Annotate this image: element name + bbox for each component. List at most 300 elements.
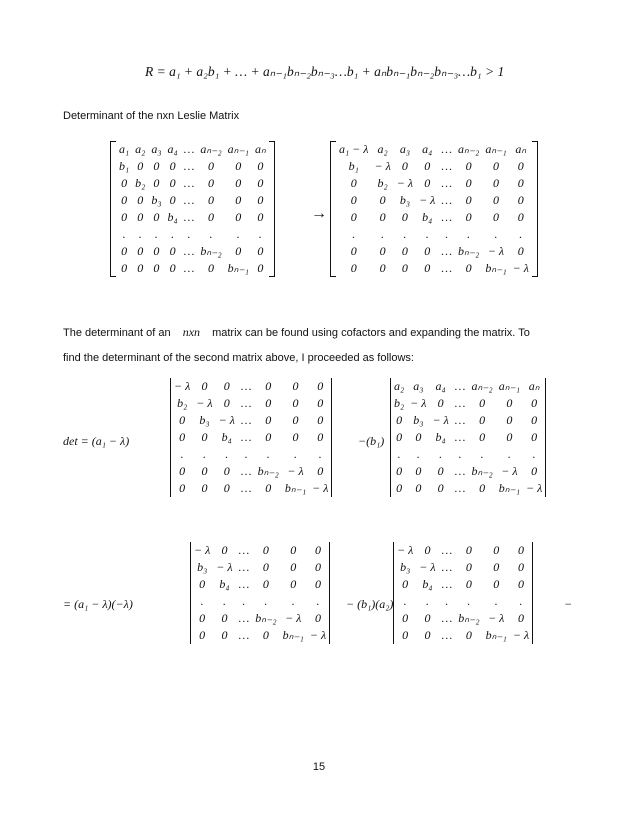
- matrix-cell: .: [352, 227, 356, 241]
- matrix-cell: 0: [402, 628, 409, 642]
- matrix-row: [171, 412, 331, 429]
- matrix-cell: 0: [379, 244, 386, 258]
- right-bracket: [532, 141, 538, 277]
- matrix-cell: …: [454, 413, 466, 427]
- matrix-cell: 0: [208, 159, 214, 173]
- matrix-cell: 0: [493, 543, 500, 557]
- matrix-row: [171, 463, 331, 480]
- matrix-cell: bₙ₋₁: [227, 261, 249, 275]
- matrix-cell: .: [154, 227, 158, 241]
- expand-trailing: −: [564, 597, 573, 611]
- matrix-cell: …: [183, 159, 195, 173]
- matrix-row: [336, 243, 532, 260]
- matrix-cell: 0: [208, 261, 214, 275]
- matrix-cell: …: [240, 396, 252, 410]
- matrix-row: [336, 226, 532, 243]
- paragraph-line-1: [63, 325, 530, 340]
- matrix-cell: 0: [223, 379, 230, 393]
- matrix-cell: aₙ: [515, 142, 527, 156]
- matrix-cell: 0: [257, 261, 264, 275]
- matrix-cell: 0: [292, 396, 299, 410]
- matrix-cell: 0: [257, 244, 264, 258]
- matrix-cell: 0: [153, 159, 160, 173]
- matrix-cell: 0: [317, 379, 324, 393]
- leslie-matrix: [110, 141, 275, 277]
- matrix-cell: 0: [317, 413, 324, 427]
- matrix-cell: 0: [153, 176, 160, 190]
- matrix-row: [171, 480, 331, 497]
- matrix-cell: 0: [437, 481, 444, 495]
- leslie-matrix-cells: [116, 141, 269, 277]
- matrix-cell: 0: [424, 628, 431, 642]
- matrix-cell: aₙ₋₁: [498, 379, 521, 393]
- matrix-row: [191, 610, 329, 627]
- matrix-cell: .: [480, 447, 484, 461]
- matrix-cell: 0: [518, 577, 524, 591]
- matrix-cell: …: [238, 628, 250, 642]
- matrix-cell: 0: [396, 481, 403, 495]
- matrix-cell: .: [494, 594, 498, 608]
- matrix-cell: 0: [179, 481, 186, 495]
- matrix-cell: …: [441, 193, 453, 207]
- matrix-cell: .: [316, 594, 320, 608]
- matrix-cell: 0: [465, 560, 472, 574]
- matrix-cell: aₙ₋₁: [485, 142, 507, 156]
- right-det-bar: [329, 542, 330, 644]
- matrix-cell: 0: [265, 413, 272, 427]
- matrix-cell: 0: [169, 244, 176, 258]
- matrix-cell: 0: [153, 244, 160, 258]
- matrix-cell: − λ: [432, 413, 449, 427]
- matrix-cell: .: [242, 594, 246, 608]
- matrix-cell: b₂: [135, 176, 146, 190]
- matrix-cell: …: [454, 481, 466, 495]
- matrix-cell: …: [240, 430, 252, 444]
- matrix-cell: .: [244, 447, 248, 461]
- minor-matrix-d-cells: [394, 542, 532, 644]
- matrix-cell: 0: [465, 210, 472, 224]
- matrix-cell: 0: [235, 210, 242, 224]
- matrix-row: [394, 576, 532, 593]
- matrix-cell: − λ: [396, 176, 414, 190]
- matrix-cell: 0: [201, 464, 208, 478]
- matrix-cell: …: [238, 577, 250, 591]
- matrix-cell: − λ: [312, 481, 329, 495]
- matrix-cell: − λ: [397, 543, 414, 557]
- matrix-cell: 0: [492, 176, 499, 190]
- matrix-cell: a₁ − λ: [339, 142, 369, 156]
- matrix-cell: 0: [424, 611, 431, 625]
- minor-matrix-a-cells: [171, 378, 331, 497]
- matrix-cell: 0: [235, 193, 242, 207]
- matrix-cell: 0: [265, 430, 272, 444]
- matrix-cell: 0: [169, 193, 176, 207]
- matrix-cell: 0: [290, 543, 297, 557]
- matrix-cell: 0: [201, 430, 208, 444]
- matrix-cell: 0: [401, 210, 408, 224]
- matrix-cell: 0: [292, 413, 299, 427]
- matrix-cell: .: [403, 227, 407, 241]
- matrix-cell: − λ: [526, 481, 543, 495]
- matrix-cell: bₙ₋₂: [200, 244, 222, 258]
- matrix-cell: .: [222, 594, 226, 608]
- det-middle: −(b₁): [358, 434, 385, 448]
- matrix-cell: …: [240, 379, 252, 393]
- matrix-cell: …: [441, 261, 453, 275]
- matrix-cell: 0: [199, 577, 206, 591]
- matrix-cell: .: [291, 594, 295, 608]
- matrix-cell: 0: [223, 481, 230, 495]
- matrix-cell: 0: [292, 430, 299, 444]
- matrix-cell: 0: [517, 193, 524, 207]
- matrix-cell: 0: [257, 210, 264, 224]
- matrix-cell: 0: [235, 244, 242, 258]
- matrix-row: [391, 429, 545, 446]
- matrix-row: [116, 141, 269, 158]
- matrix-cell: …: [183, 210, 195, 224]
- matrix-cell: − λ: [309, 628, 327, 642]
- matrix-cell: .: [519, 227, 523, 241]
- matrix-cell: 0: [137, 261, 144, 275]
- matrix-cell: 0: [137, 159, 144, 173]
- matrix-cell: b₄: [219, 577, 230, 591]
- section-heading: Determinant of the nxn Leslie Matrix: [63, 110, 240, 122]
- matrix-cell: …: [441, 577, 453, 591]
- matrix-cell: 0: [262, 628, 269, 642]
- matrix-cell: 0: [121, 176, 128, 190]
- matrix-cell: 0: [492, 159, 499, 173]
- matrix-cell: 0: [465, 176, 472, 190]
- matrix-cell: 0: [350, 244, 357, 258]
- matrix-cell: 0: [518, 543, 524, 557]
- matrix-cell: 0: [169, 159, 176, 173]
- matrix-cell: 0: [221, 611, 228, 625]
- matrix-cell: 0: [479, 481, 486, 495]
- minor-matrix-c: [190, 542, 330, 644]
- matrix-row: [116, 192, 269, 209]
- matrix-cell: 0: [517, 159, 524, 173]
- matrix-cell: .: [425, 594, 429, 608]
- right-det-bar: [532, 542, 533, 644]
- matrix-cell: 0: [465, 193, 472, 207]
- matrix-cell: 0: [424, 261, 431, 275]
- matrix-row: [191, 593, 329, 610]
- matrix-cell: aₙ₋₂: [471, 379, 493, 393]
- matrix-row: [191, 559, 329, 576]
- matrix-cell: .: [445, 227, 449, 241]
- matrix-cell: 0: [350, 193, 357, 207]
- matrix-cell: b₂: [377, 176, 388, 190]
- matrix-cell: .: [202, 447, 206, 461]
- matrix-cell: 0: [208, 176, 214, 190]
- matrix-cell: a₄: [167, 142, 178, 156]
- matrix-cell: bₙ₋₁: [485, 628, 507, 642]
- matrix-cell: …: [238, 611, 250, 625]
- matrix-row: [394, 542, 532, 559]
- matrix-cell: .: [122, 227, 126, 241]
- matrix-cell: b₃: [399, 193, 410, 207]
- matrix-cell: …: [441, 560, 453, 574]
- matrix-row: [116, 209, 269, 226]
- matrix-row: [391, 412, 545, 429]
- matrix-cell: b₃: [151, 193, 162, 207]
- matrix-cell: 0: [479, 396, 486, 410]
- matrix-row: [394, 593, 532, 610]
- matrix-cell: 0: [257, 176, 264, 190]
- matrix-cell: bₙ₋₂: [471, 464, 493, 478]
- matrix-cell: 0: [379, 210, 386, 224]
- matrix-row: [116, 158, 269, 175]
- matrix-cell: .: [200, 594, 204, 608]
- matrix-cell: 0: [235, 159, 242, 173]
- matrix-row: [116, 260, 269, 277]
- matrix-cell: 0: [137, 210, 144, 224]
- matrix-cell: − λ: [218, 413, 235, 427]
- matrix-cell: 0: [199, 628, 206, 642]
- matrix-cell: .: [416, 447, 420, 461]
- matrix-cell: a₄: [435, 379, 446, 393]
- matrix-cell: .: [138, 227, 142, 241]
- matrix-row: [116, 226, 269, 243]
- matrix-cell: 0: [531, 413, 538, 427]
- matrix-row: [191, 576, 329, 593]
- right-bracket: [269, 141, 275, 277]
- matrix-cell: 0: [465, 543, 472, 557]
- matrix-cell: a₁: [119, 142, 130, 156]
- matrix-cell: 0: [479, 430, 486, 444]
- matrix-cell: 0: [201, 379, 208, 393]
- matrix-cell: 0: [465, 577, 472, 591]
- matrix-row: [394, 610, 532, 627]
- matrix-cell: a₄: [422, 142, 433, 156]
- matrix-cell: b₁: [348, 159, 359, 173]
- matrix-cell: a₃: [151, 142, 162, 156]
- matrix-cell: 0: [493, 577, 500, 591]
- matrix-cell: 0: [137, 244, 144, 258]
- arrow-symbol: →: [311, 205, 327, 222]
- matrix-cell: a₂: [394, 379, 405, 393]
- leslie-lambda-matrix-cells: [336, 141, 532, 277]
- matrix-cell: − λ: [374, 159, 391, 173]
- right-det-bar: [331, 378, 332, 497]
- matrix-cell: 0: [531, 396, 538, 410]
- matrix-cell: 0: [265, 396, 272, 410]
- minor-matrix-c-cells: [191, 542, 329, 644]
- matrix-cell: 0: [290, 577, 297, 591]
- matrix-cell: …: [183, 244, 195, 258]
- page-number: 15: [312, 761, 326, 773]
- matrix-cell: 0: [199, 611, 206, 625]
- matrix-row: [171, 429, 331, 446]
- matrix-cell: .: [494, 227, 498, 241]
- matrix-cell: 0: [257, 159, 264, 173]
- inline-math-nxn: nxn: [182, 325, 201, 339]
- matrix-cell: …: [441, 244, 453, 258]
- matrix-cell: aₙ₋₁: [227, 142, 249, 156]
- matrix-cell: − λ: [194, 543, 211, 557]
- matrix-cell: b₁: [119, 159, 130, 173]
- matrix-cell: .: [258, 227, 262, 241]
- matrix-cell: 0: [437, 464, 444, 478]
- matrix-cell: 0: [265, 379, 272, 393]
- matrix-cell: 0: [179, 430, 186, 444]
- matrix-cell: aₙ: [254, 142, 266, 156]
- matrix-row: [391, 463, 545, 480]
- matrix-cell: bₙ₋₁: [498, 481, 521, 495]
- paragraph-line-2: find the determinant of the second matrix above, I proceeded as follows:: [63, 352, 414, 364]
- matrix-cell: − λ: [285, 611, 302, 625]
- matrix-cell: .: [294, 447, 297, 461]
- matrix-row: [116, 243, 269, 260]
- matrix-cell: 0: [401, 159, 408, 173]
- matrix-cell: .: [171, 227, 175, 241]
- matrix-cell: − λ: [216, 560, 233, 574]
- matrix-cell: bₙ₋₁: [282, 628, 304, 642]
- matrix-cell: 0: [379, 193, 386, 207]
- matrix-row: [394, 559, 532, 576]
- matrix-cell: 0: [121, 193, 128, 207]
- matrix-cell: 0: [492, 193, 499, 207]
- matrix-cell: 0: [179, 413, 186, 427]
- matrix-cell: bₙ₋₁: [485, 261, 507, 275]
- matrix-cell: b₄: [435, 430, 446, 444]
- matrix-cell: 0: [208, 193, 214, 207]
- matrix-cell: .: [507, 447, 511, 461]
- matrix-cell: .: [397, 447, 401, 461]
- matrix-cell: 0: [506, 396, 513, 410]
- matrix-cell: 0: [223, 396, 230, 410]
- matrix-cell: …: [183, 142, 195, 156]
- matrix-cell: 0: [424, 543, 431, 557]
- matrix-row: [391, 395, 545, 412]
- matrix-cell: .: [519, 594, 523, 608]
- matrix-cell: 0: [265, 481, 272, 495]
- matrix-cell: 0: [531, 464, 538, 478]
- matrix-cell: 0: [518, 560, 524, 574]
- matrix-cell: …: [454, 379, 466, 393]
- matrix-cell: b₂: [177, 396, 188, 410]
- matrix-cell: 0: [415, 481, 422, 495]
- matrix-cell: 0: [290, 560, 297, 574]
- matrix-cell: − λ: [410, 396, 427, 410]
- matrix-cell: 0: [531, 430, 538, 444]
- matrix-cell: 0: [402, 577, 409, 591]
- matrix-row: [336, 260, 532, 277]
- matrix-cell: .: [445, 594, 449, 608]
- matrix-cell: 0: [465, 261, 472, 275]
- matrix-cell: …: [240, 413, 252, 427]
- matrix-cell: b₂: [394, 396, 405, 410]
- matrix-cell: .: [458, 447, 462, 461]
- matrix-row: [171, 395, 331, 412]
- matrix-cell: .: [187, 227, 191, 241]
- matrix-cell: 0: [350, 261, 357, 275]
- matrix-cell: 0: [169, 261, 176, 275]
- matrix-cell: .: [264, 594, 268, 608]
- matrix-cell: …: [238, 560, 250, 574]
- matrix-cell: 0: [292, 379, 299, 393]
- matrix-cell: b₄: [422, 577, 433, 591]
- matrix-cell: …: [441, 210, 453, 224]
- matrix-cell: b₃: [413, 413, 424, 427]
- matrix-cell: 0: [137, 193, 144, 207]
- matrix-cell: …: [441, 142, 453, 156]
- matrix-cell: 0: [257, 193, 264, 207]
- matrix-row: [391, 446, 545, 463]
- matrix-cell: − λ: [174, 379, 191, 393]
- matrix-cell: 0: [415, 464, 422, 478]
- matrix-cell: 0: [396, 430, 403, 444]
- matrix-cell: 0: [153, 261, 160, 275]
- matrix-cell: − λ: [487, 244, 505, 258]
- matrix-cell: .: [403, 594, 407, 608]
- matrix-cell: − λ: [196, 396, 213, 410]
- matrix-cell: a₂: [377, 142, 388, 156]
- matrix-cell: …: [240, 464, 252, 478]
- matrix-cell: .: [425, 227, 429, 241]
- matrix-cell: a₃: [413, 379, 424, 393]
- matrix-cell: 0: [517, 244, 524, 258]
- matrix-cell: 0: [506, 413, 513, 427]
- matrix-cell: b₃: [400, 560, 411, 574]
- matrix-cell: − λ: [287, 464, 304, 478]
- matrix-cell: 0: [223, 464, 230, 478]
- matrix-cell: .: [266, 447, 270, 461]
- matrix-row: [391, 378, 545, 395]
- matrix-cell: …: [183, 261, 195, 275]
- matrix-cell: 0: [437, 396, 444, 410]
- matrix-cell: 0: [121, 210, 128, 224]
- matrix-cell: 0: [315, 611, 321, 625]
- matrix-row: [116, 175, 269, 192]
- matrix-cell: 0: [424, 176, 431, 190]
- matrix-cell: 0: [401, 244, 408, 258]
- matrix-cell: b₄: [221, 430, 232, 444]
- matrix-row: [191, 542, 329, 559]
- matrix-cell: .: [236, 227, 240, 241]
- matrix-cell: 0: [402, 611, 409, 625]
- matrix-cell: a₃: [399, 142, 410, 156]
- matrix-cell: bₙ₋₂: [257, 464, 279, 478]
- matrix-cell: aₙ₋₂: [458, 142, 480, 156]
- matrix-cell: 0: [221, 543, 228, 557]
- matrix-cell: .: [467, 227, 471, 241]
- matrix-cell: …: [454, 430, 466, 444]
- matrix-cell: 0: [179, 464, 186, 478]
- matrix-cell: bₙ₋₂: [458, 244, 480, 258]
- matrix-row: [394, 627, 532, 644]
- matrix-cell: 0: [235, 176, 242, 190]
- matrix-cell: …: [441, 611, 453, 625]
- matrix-cell: 0: [315, 543, 321, 557]
- leslie-lambda-matrix: [330, 141, 538, 277]
- matrix-cell: 0: [315, 577, 321, 591]
- matrix-row: [336, 209, 532, 226]
- matrix-cell: …: [454, 396, 466, 410]
- matrix-cell: 0: [317, 464, 324, 478]
- matrix-cell: .: [209, 227, 213, 241]
- matrix-row: [336, 141, 532, 158]
- matrix-cell: − λ: [501, 464, 518, 478]
- matrix-row: [336, 158, 532, 175]
- matrix-cell: 0: [121, 244, 128, 258]
- matrix-cell: …: [240, 481, 252, 495]
- matrix-cell: .: [180, 447, 184, 461]
- matrix-cell: 0: [396, 464, 403, 478]
- matrix-cell: 0: [517, 176, 524, 190]
- matrix-cell: b₃: [199, 413, 210, 427]
- matrix-cell: 0: [317, 396, 324, 410]
